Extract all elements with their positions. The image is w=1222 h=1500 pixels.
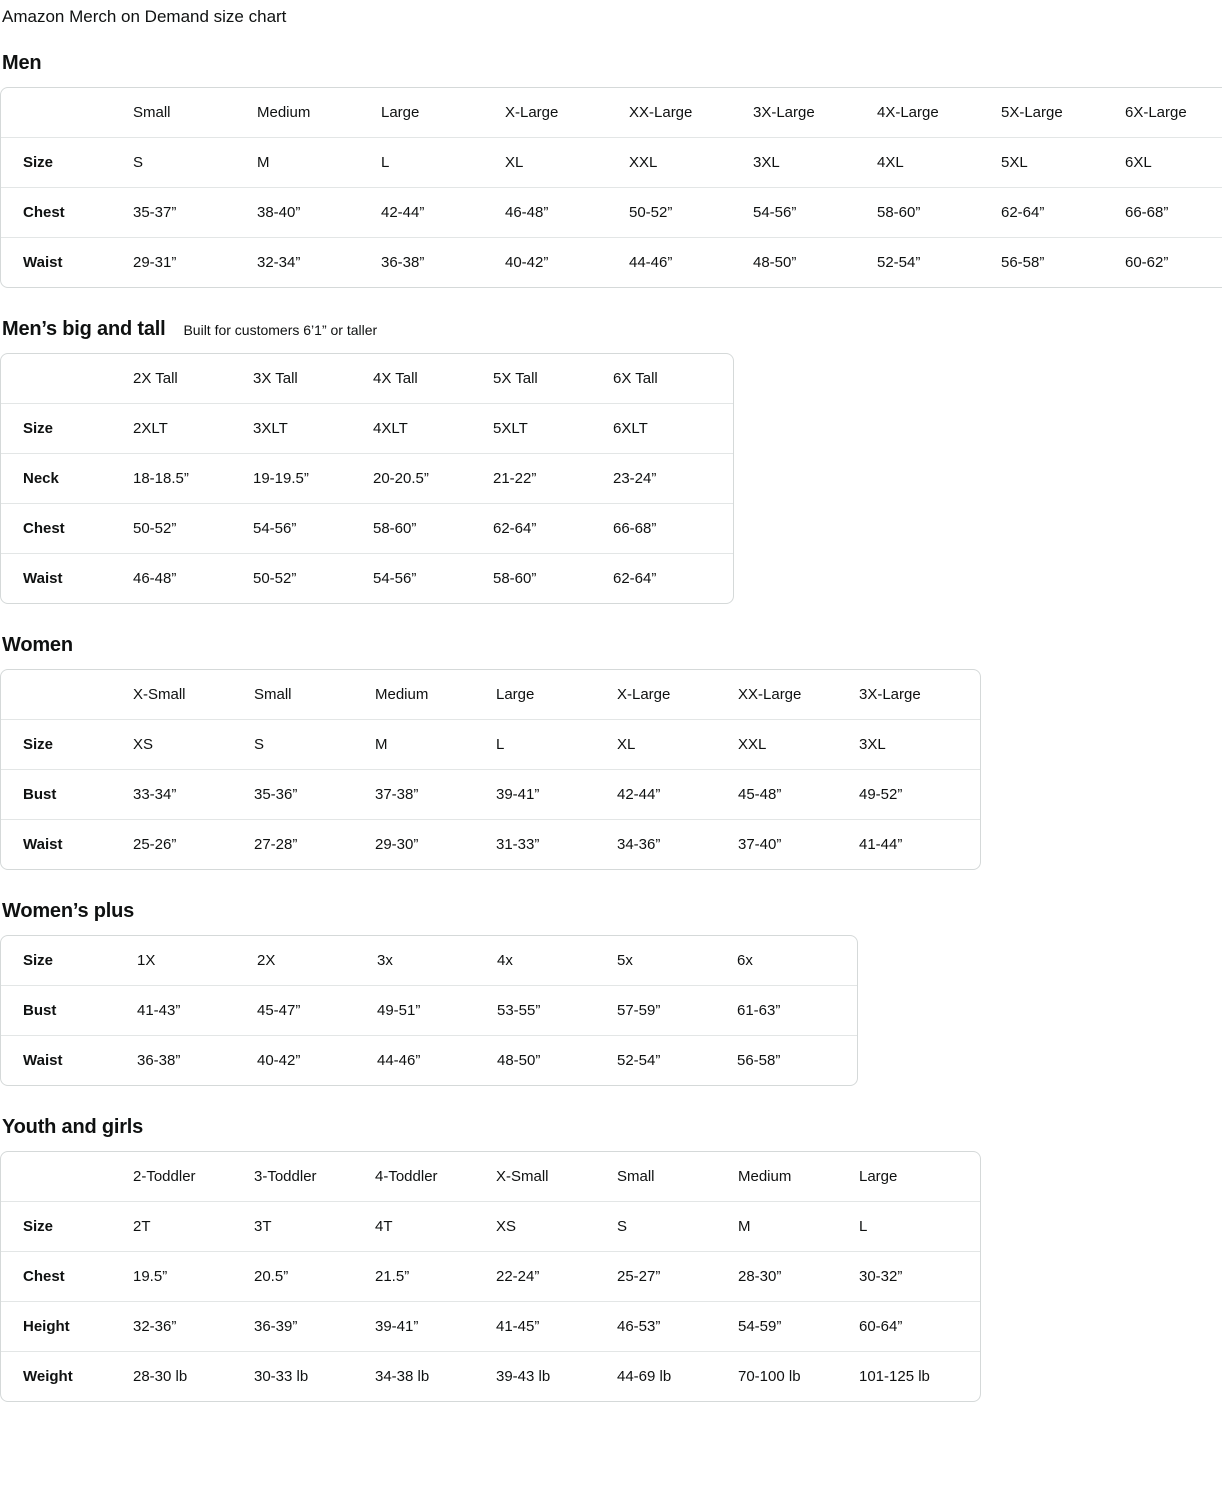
table-corner-cell: [1, 1152, 133, 1202]
table-cell: 39-43 lb: [496, 1368, 551, 1386]
column-header: 6X-Large: [1125, 88, 1222, 138]
table-cell: L: [496, 720, 617, 770]
table-cell: M: [257, 138, 381, 188]
table-cell: 39-41”: [375, 1302, 496, 1352]
table-cell: 57-59”: [617, 986, 737, 1036]
table-cell: S: [133, 138, 257, 188]
table-row: [1, 1352, 980, 1401]
table-cell: 28-30”: [738, 1252, 859, 1302]
table-cell: 23-24”: [613, 454, 733, 504]
table-cell: 66-68”: [613, 504, 733, 554]
table-cell: 37-38”: [375, 770, 496, 820]
table-cell: XL: [617, 720, 738, 770]
table-cell: 29-31”: [133, 254, 177, 272]
table-row: [1, 1252, 980, 1302]
table-cell: 22-24”: [496, 1252, 617, 1302]
section-women: [0, 634, 1222, 870]
table-cell: 44-69 lb: [617, 1368, 672, 1386]
table-cell: 25-26”: [133, 836, 177, 854]
table-cell: 54-56”: [373, 570, 417, 588]
column-header: Large: [496, 670, 617, 720]
table-cell: M: [738, 1202, 859, 1252]
section-header-womens-plus: [2, 900, 1222, 923]
table-cell: 41-45”: [496, 1302, 617, 1352]
page-title: Amazon Merch on Demand size chart: [2, 7, 287, 26]
table-cell: 42-44”: [381, 188, 505, 238]
column-header: X-Large: [617, 670, 738, 720]
table-cell: 44-46”: [377, 1052, 421, 1070]
table-cell: 50-52”: [253, 570, 297, 588]
table-cell: 30-32”: [859, 1252, 980, 1302]
table-cell: 37-40”: [738, 836, 782, 854]
table-cell: 50-52”: [629, 188, 753, 238]
table-cell: 30-33 lb: [254, 1368, 309, 1386]
column-header: 5X Tall: [493, 354, 613, 404]
table-corner-cell: [1, 88, 133, 138]
table-cell: 2T: [133, 1202, 254, 1252]
column-header: 6X Tall: [613, 354, 733, 404]
row-header: Waist: [23, 1052, 63, 1070]
table-cell: 6x: [737, 936, 857, 986]
table-row: [1, 1302, 980, 1352]
section-note-mens-big-and-tall: Built for customers 6’1” or taller: [183, 322, 378, 339]
row-header: Height: [1, 1302, 133, 1352]
table-cell: 21-22”: [493, 454, 613, 504]
table-cell: 5XLT: [493, 404, 613, 454]
table-row: [1, 554, 733, 603]
table-cell: 50-52”: [133, 504, 253, 554]
table-row: [1, 936, 857, 986]
table-cell: 46-53”: [617, 1302, 738, 1352]
table-row: [1, 1202, 980, 1252]
table-cell: 27-28”: [254, 836, 298, 854]
table-cell: 4XLT: [373, 404, 493, 454]
table-row: [1, 454, 733, 504]
table-cell: 41-44”: [859, 836, 903, 854]
table-cell: 49-51”: [377, 986, 497, 1036]
table-row: [1, 986, 857, 1036]
column-header: 3-Toddler: [254, 1152, 375, 1202]
table-cell: 6XL: [1125, 138, 1222, 188]
table-cell: XS: [133, 720, 254, 770]
size-table-youth-and-girls: [0, 1151, 981, 1402]
table-cell: 36-38”: [137, 1052, 181, 1070]
table-cell: 46-48”: [133, 570, 177, 588]
table-cell: XL: [505, 138, 629, 188]
table-cell: 39-41”: [496, 770, 617, 820]
table-row: [1, 770, 980, 820]
column-header: 4-Toddler: [375, 1152, 496, 1202]
table-cell: 48-50”: [753, 254, 797, 272]
table-cell: 38-40”: [257, 188, 381, 238]
table-cell: 4x: [497, 936, 617, 986]
table-cell: 45-48”: [738, 770, 859, 820]
table-cell: 34-38 lb: [375, 1368, 430, 1386]
table-cell: 35-37”: [133, 188, 257, 238]
table-cell: 32-36”: [133, 1302, 254, 1352]
row-header: Size: [1, 936, 137, 986]
column-header: Medium: [257, 88, 381, 138]
table-cell: 42-44”: [617, 770, 738, 820]
table-cell: 5XL: [1001, 138, 1125, 188]
table-row: [1, 188, 1222, 238]
row-header: Size: [1, 1202, 133, 1252]
table-cell: 54-56”: [753, 188, 877, 238]
column-header: 3X Tall: [253, 354, 373, 404]
table-row: [1, 404, 733, 454]
table-cell: 19-19.5”: [253, 454, 373, 504]
row-header: Size: [1, 404, 133, 454]
table-cell: 35-36”: [254, 770, 375, 820]
table-cell: 32-34”: [257, 254, 301, 272]
row-header: Chest: [1, 1252, 133, 1302]
table-cell: 56-58”: [737, 1052, 781, 1070]
table-cell: 58-60”: [493, 570, 537, 588]
column-header: Small: [617, 1152, 738, 1202]
table-row: [1, 504, 733, 554]
column-header: 2-Toddler: [133, 1152, 254, 1202]
table-header-row: [1, 354, 733, 404]
table-cell: 2XLT: [133, 404, 253, 454]
column-header: Small: [254, 670, 375, 720]
table-cell: 31-33”: [496, 836, 540, 854]
table-cell: 62-64”: [493, 504, 613, 554]
table-cell: 52-54”: [877, 254, 921, 272]
size-table-men: [0, 87, 1222, 288]
table-cell: 62-64”: [613, 570, 657, 588]
size-table-womens-plus: [0, 935, 858, 1086]
table-cell: 60-64”: [859, 1302, 980, 1352]
row-header: Waist: [23, 254, 63, 272]
table-cell: 49-52”: [859, 770, 980, 820]
table-cell: M: [375, 720, 496, 770]
table-row: [1, 138, 1222, 188]
column-header: X-Small: [496, 1152, 617, 1202]
size-table-women: [0, 669, 981, 870]
column-header: XX-Large: [629, 88, 753, 138]
table-cell: 6XLT: [613, 404, 733, 454]
table-cell: 3XLT: [253, 404, 373, 454]
row-header: Chest: [1, 504, 133, 554]
table-cell: 1X: [137, 936, 257, 986]
section-header-women: [2, 634, 1222, 657]
table-cell: 61-63”: [737, 986, 857, 1036]
table-cell: S: [254, 720, 375, 770]
table-cell: 58-60”: [373, 504, 493, 554]
table-cell: 60-62”: [1125, 254, 1169, 272]
table-header-row: [1, 88, 1222, 138]
row-header: Bust: [1, 986, 137, 1036]
column-header: 3X-Large: [859, 670, 980, 720]
section-title-men: Men: [2, 52, 42, 75]
table-cell: 5x: [617, 936, 737, 986]
table-cell: 18-18.5”: [133, 454, 253, 504]
table-cell: 44-46”: [629, 254, 673, 272]
table-cell: 70-100 lb: [738, 1368, 801, 1386]
table-cell: 36-38”: [381, 254, 425, 272]
table-cell: 40-42”: [257, 1052, 301, 1070]
table-cell: XXL: [738, 720, 859, 770]
section-title-mens-big-and-tall: Men’s big and tall: [2, 318, 166, 341]
table-cell: 3XL: [859, 720, 980, 770]
column-header: X-Small: [133, 670, 254, 720]
column-header: Large: [859, 1152, 980, 1202]
table-cell: 58-60”: [877, 188, 1001, 238]
table-cell: 3XL: [753, 138, 877, 188]
table-cell: 56-58”: [1001, 254, 1045, 272]
row-header: Neck: [1, 454, 133, 504]
table-corner-cell: [1, 354, 133, 404]
table-cell: 40-42”: [505, 254, 549, 272]
table-cell: 2X: [257, 936, 377, 986]
section-men: [0, 52, 1222, 288]
table-cell: 4T: [375, 1202, 496, 1252]
table-cell: L: [381, 138, 505, 188]
section-youth-and-girls: [0, 1116, 1222, 1402]
table-row: [1, 720, 980, 770]
row-header: Waist: [23, 836, 63, 854]
table-cell: XS: [496, 1202, 617, 1252]
size-table-mens-big-and-tall: [0, 353, 734, 604]
table-row: [1, 238, 1222, 287]
column-header: XX-Large: [738, 670, 859, 720]
table-header-row: [1, 1152, 980, 1202]
table-cell: S: [617, 1202, 738, 1252]
table-cell: 3T: [254, 1202, 375, 1252]
column-header: Large: [381, 88, 505, 138]
row-header: Chest: [1, 188, 133, 238]
table-cell: 34-36”: [617, 836, 661, 854]
table-corner-cell: [1, 670, 133, 720]
section-womens-plus: [0, 900, 1222, 1086]
section-title-youth-and-girls: Youth and girls: [2, 1116, 144, 1139]
table-row: [1, 1036, 857, 1085]
table-cell: XXL: [629, 138, 753, 188]
table-cell: 54-56”: [253, 504, 373, 554]
column-header: 2X Tall: [133, 354, 253, 404]
table-cell: 54-59”: [738, 1302, 859, 1352]
section-title-womens-plus: Women’s plus: [2, 900, 135, 923]
section-header-youth-and-girls: [2, 1116, 1222, 1139]
table-cell: 48-50”: [497, 1052, 541, 1070]
row-header: Size: [1, 720, 133, 770]
table-cell: L: [859, 1202, 980, 1252]
row-header: Waist: [23, 570, 63, 588]
column-header: X-Large: [505, 88, 629, 138]
table-cell: 46-48”: [505, 188, 629, 238]
table-cell: 41-43”: [137, 986, 257, 1036]
table-cell: 33-34”: [133, 770, 254, 820]
row-header: Bust: [1, 770, 133, 820]
table-cell: 20.5”: [254, 1252, 375, 1302]
table-cell: 21.5”: [375, 1252, 496, 1302]
table-cell: 29-30”: [375, 836, 419, 854]
column-header: 3X-Large: [753, 88, 877, 138]
column-header: Medium: [738, 1152, 859, 1202]
section-header-men: [2, 52, 1222, 75]
column-header: Small: [133, 88, 257, 138]
table-cell: 4XL: [877, 138, 1001, 188]
table-cell: 62-64”: [1001, 188, 1125, 238]
table-cell: 28-30 lb: [133, 1368, 188, 1386]
table-cell: 20-20.5”: [373, 454, 493, 504]
table-cell: 36-39”: [254, 1302, 375, 1352]
section-mens-big-and-tall: [0, 318, 1222, 604]
table-cell: 3x: [377, 936, 497, 986]
column-header: 4X Tall: [373, 354, 493, 404]
table-cell: 66-68”: [1125, 188, 1222, 238]
table-cell: 25-27”: [617, 1252, 738, 1302]
table-cell: 53-55”: [497, 986, 617, 1036]
section-title-women: Women: [2, 634, 73, 657]
row-header: Weight: [23, 1368, 73, 1386]
table-row: [1, 820, 980, 869]
column-header: Medium: [375, 670, 496, 720]
section-header-mens-big-and-tall: [2, 318, 1222, 341]
table-cell: 52-54”: [617, 1052, 661, 1070]
table-cell: 19.5”: [133, 1252, 254, 1302]
column-header: 5X-Large: [1001, 88, 1125, 138]
column-header: 4X-Large: [877, 88, 1001, 138]
table-header-row: [1, 670, 980, 720]
table-cell: 101-125 lb: [859, 1368, 930, 1386]
table-cell: 45-47”: [257, 986, 377, 1036]
row-header: Size: [1, 138, 133, 188]
